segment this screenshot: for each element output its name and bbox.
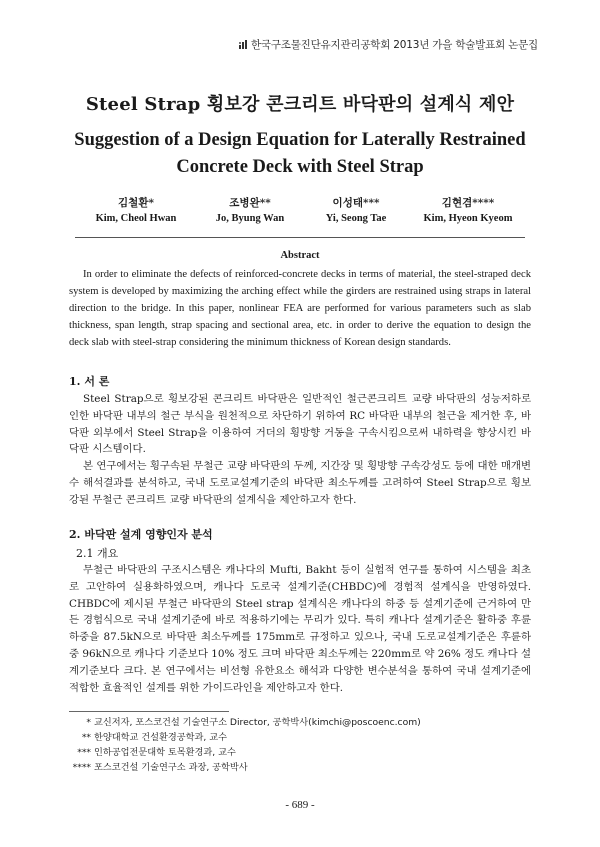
footnote-3 [69,745,421,760]
author-name-english: Kim, Hyeon Kyeom [423,213,513,224]
author-3 [296,196,416,226]
author-name-english: Yi, Seong Tae [325,213,387,224]
title-korean: Steel Strap 횡보강 콘크리트 바닥판의 설계식 제안 [85,94,515,115]
author-name-korean: 김철환* [118,197,154,209]
footnote-mark: *** [77,747,91,758]
running-header-text: 한국구조물진단유지관리공학회 2013년 가을 학술발표회 논문집 [250,39,538,51]
title-english [70,127,530,181]
footnote-1 [69,715,421,730]
section-2-1-heading: 2.1 개요 [76,547,119,560]
author-name-english: Kim, Cheol Hwan [95,213,177,224]
footnote-mark: ** [81,732,91,743]
footnote-text: 한양대학교 건설환경공학과, 교수 [94,732,228,743]
abstract-heading: Abstract [280,250,320,261]
author-4 [408,196,528,226]
footnote-text: 교신저자, 포스코건설 기술연구소 Director, 공학박사(kimchi@poscoenc.com) [94,717,421,728]
page-number: - 689 - [285,799,315,811]
section-1-paragraph-2: 본 연구에서는 횡구속된 무철근 교량 바닥판의 두께, 지간장 및 횡방향 구속강성도 등에 대한 매개변수 해석결과를 분석하고, 국내 도로교설계기준의 바닥판 최소두께를 고려하여 Steel Strap으로 횡보강된 무철근 콘크리트 교량 바닥판의 설계식을 제안하고자 한다. [69,460,531,506]
society-logo-icon [239,40,248,49]
section-2-heading: 2. 바닥판 설계 영향인자 분석 [69,528,213,541]
footnotes [69,715,421,775]
footnote-4 [69,760,421,775]
footnote-divider [69,711,229,712]
footnote-mark: **** [72,762,91,773]
author-list [0,196,600,236]
title-english-line-2: Concrete Deck with Steel Strap [176,157,424,177]
author-name-english: Jo, Byung Wan [215,213,285,224]
running-header [239,37,538,52]
section-1-paragraph-1: Steel Strap으로 횡보강된 콘크리트 바닥판은 일반적인 철근콘크리트 교량 바닥판의 성능저하로 인한 바닥판 내부의 철근 부식을 원천적으로 차단하기 위하여 RC 바닥판 내부의 철근을 제거한 후, 바닥판 외부에서 Steel Strap을 이용하여 거더의 횡방향 거동을 구속시킴으로써 내하력을 향상시킨 바닥판 시스템이다. [69,393,531,456]
section-1-heading: 1. 서 론 [69,375,110,388]
author-divider [75,237,525,238]
footnote-text: 포스코건설 기술연구소 과장, 공학박사 [94,762,248,773]
author-name-korean: 조병완** [229,197,271,209]
footnote-mark: * [86,717,91,728]
author-2 [190,196,310,226]
title-english-line-1: Suggestion of a Design Equation for Laterally Restrained [74,130,526,150]
section-2-paragraph: 무철근 바닥판의 구조시스템은 캐나다의 Mufti, Bakht 등이 실험적 연구를 통하여 시스템을 최초로 고안하여 실용화하였으며, 캐나다 도로국 설계기준(CHBDC)에 경험적 설계식을 반영하였다. CHBDC에 제시된 무철근 바닥판의 Steel strap 설계식은 캐나다의 하중 등 설계기준에 근거하여 만든 경험식으로 국내 설계기준에 바로 적용하기에는 무리가 있다. 특히 캐나다 설계기준은 활하중 후륜하중을 87.5kN으로 바닥판 최소두께를 175mm로 규정하고 있으나, 국내 도로교설계기준은 후륜하중 96kN으로 캐나다 기준보다 10% 정도 크며 바닥판 최소두께는 220mm로 약 26% 정도 캐나다 설계기준보다 크다. 본 연구에서는 비선형 유한요소 해석과 다양한 변수분석을 통하여 국내 설계기준에 적합한 효율적인 설계를 위한 가이드라인을 제안하고자 한다. [69,564,531,694]
footnote-text: 인하공업전문대학 토목환경과, 교수 [94,747,236,758]
author-1 [76,196,196,226]
footnote-2 [69,730,421,745]
abstract-text: In order to eliminate the defects of reinforced-concrete decks in terms of material, the steel-straped deck system is developed by maximizing the arching effect while the girders are restrained using straps in lateral direction to the bridge. In this paper, nonlinear FEA are performed for various parameters such as slab thickness, span length, strap spacing and sectional area, etc. in order to derive the equation to design the deck slab with steel-strap considering the minimum thickness of Korean design standards. [69,269,531,348]
author-name-korean: 이성태*** [332,197,380,209]
author-name-korean: 김현겸**** [441,197,495,209]
